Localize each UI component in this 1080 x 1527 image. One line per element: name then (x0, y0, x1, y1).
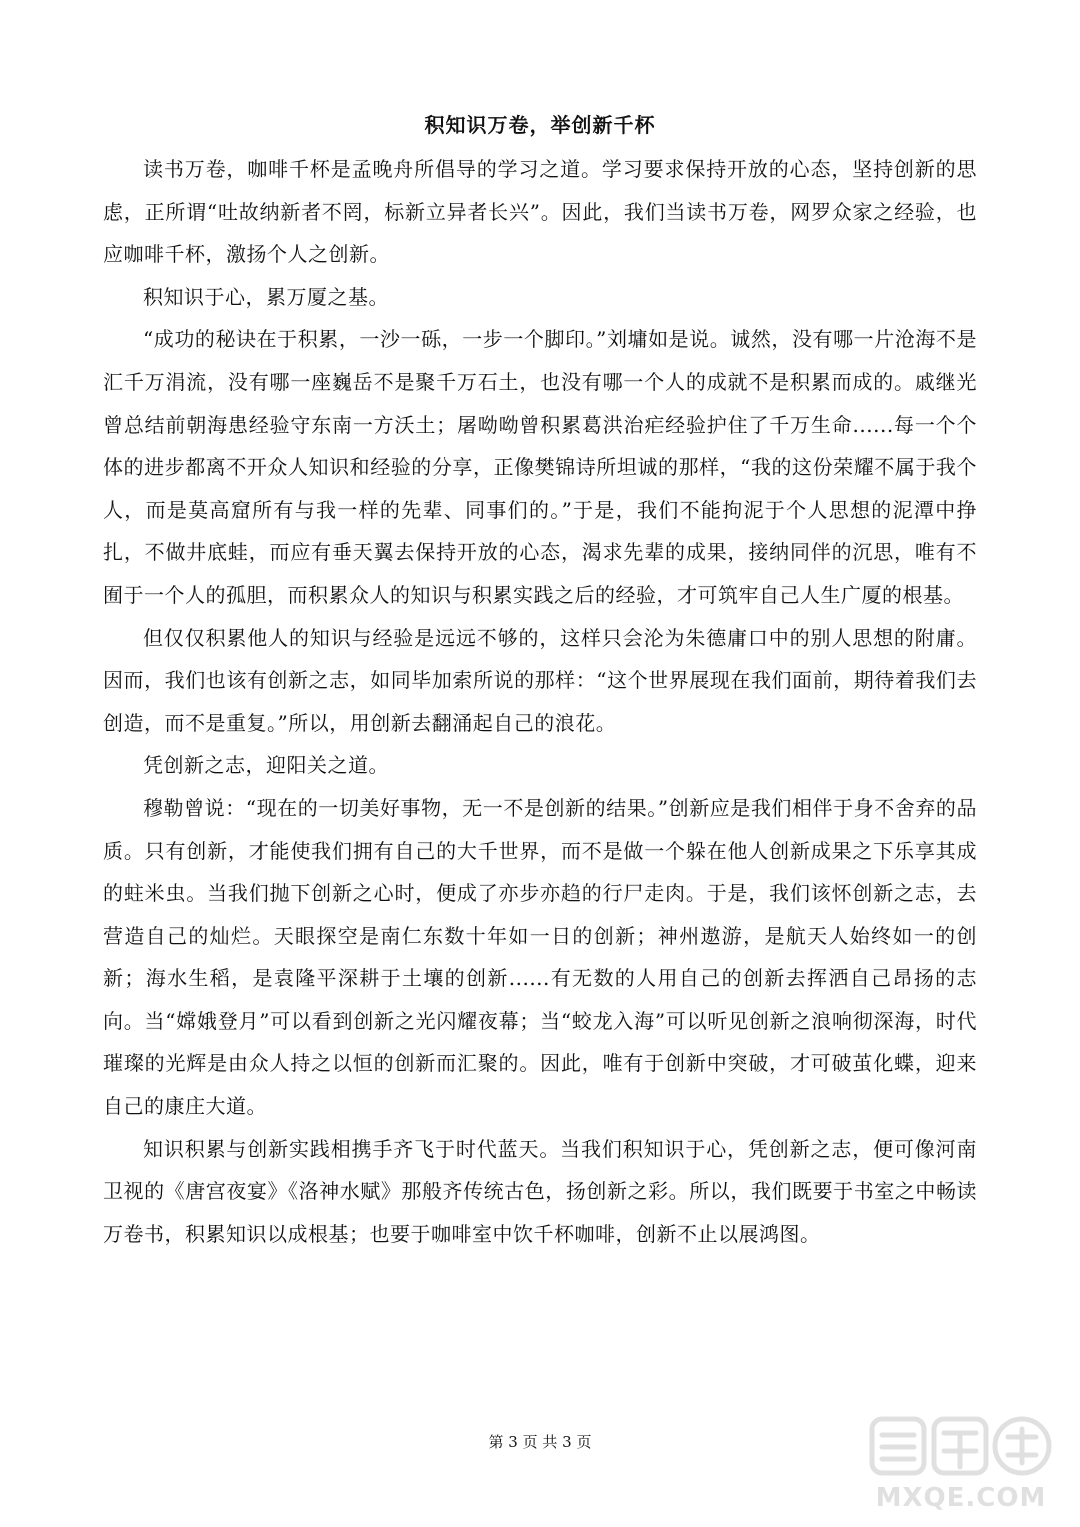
essay-body (103, 148, 977, 1255)
paragraph: 但仅仅积累他人的知识与经验是远远不够的，这样只会沦为朱德庸口中的别人思想的附庸。因而，我们也该有创新之志，如同毕加索所说的那样：“这个世界展现在我们面前，期待着我们去创造，而不是重复。”所以，用创新去翻涌起自己的浪花。 (103, 625, 977, 735)
page-footer: 第 3 页 共 3 页 (488, 1433, 592, 1451)
paragraph: 知识积累与创新实践相携手齐飞于时代蓝天。当我们积知识于心，凭创新之志，便可像河南卫视的《唐宫夜宴》《洛神水赋》那般齐传统古色，扬创新之彩。所以，我们既要于书室之中畅读万卷书，积累知识以成根基；也要于咖啡室中饮千杯咖啡，创新不止以展鸿图。 (103, 1136, 977, 1246)
paragraph: 积知识于心，累万厦之基。 (143, 284, 389, 309)
paragraph: 凭创新之志，迎阳关之道。 (143, 753, 389, 778)
essay-title: 积知识万卷，举创新千杯 (424, 113, 656, 137)
paragraph: “成功的秘诀在于积累，一沙一砾，一步一个脚印。”刘墉如是说。诚然，没有哪一片沧海不是汇千万涓流，没有哪一座巍岳不是聚千万石土，也没有哪一个人的成就不是积累而成的。戚继光曾总结前朝海患经验守东南一方沃土；屠呦呦曾积累葛洪治疟经验护住了千万生命......每一个个体的进步都离不开众人知识和经验的分享，正像樊锦诗所坦诚的那样，“我的这份荣耀不属于我个人，而是莫高窟所有与我一样的先辈、同事们的。”于是，我们不能拘泥于个人思想的泥潭中挣扎，不做井底蛙，而应有垂天翼去保持开放的心态，渴求先辈的成果，接纳同伴的沉思，唯有不囿于一个人的孤胆，而积累众人的知识与积累实践之后的经验，才可筑牢自己人生广厦的根基。 (103, 327, 977, 607)
paragraph: 穆勒曾说：“现在的一切美好事物，无一不是创新的结果。”创新应是我们相伴于身不舍弃的品质。只有创新，才能使我们拥有自己的大千世界，而不是做一个躲在他人创新成果之下乐享其成的蛀米虫。当我们抛下创新之心时，便成了亦步亦趋的行尸走肉。于是，我们该怀创新之志，去营造自己的灿烂。天眼探空是南仁东数十年如一日的创新；神州遨游，是航天人始终如一的创新；海水生稻，是袁隆平深耕于土壤的创新......有无数的人用自己的创新去挥洒自己昂扬的志向。当“嫦娥登月”可以看到创新之光闪耀夜幕；当“蛟龙入海”可以听见创新之浪响彻深海，时代璀璨的光辉是由众人持之以恒的创新而汇聚的。因此，唯有于创新中突破，才可破茧化蝶，迎来自己的康庄大道。 (103, 795, 977, 1119)
watermark-logo-icon (866, 1411, 1056, 1481)
watermark (866, 1411, 1056, 1521)
paragraph: 读书万卷，咖啡千杯是孟晚舟所倡导的学习之道。学习要求保持开放的心态，坚持创新的思虑，正所谓“吐故纳新者不罔，标新立异者长兴”。因此，我们当读书万卷，网罗众家之经验，也应咖啡千杯，激扬个人之创新。 (103, 157, 977, 267)
watermark-url: MXQE.COM (875, 1483, 1047, 1513)
